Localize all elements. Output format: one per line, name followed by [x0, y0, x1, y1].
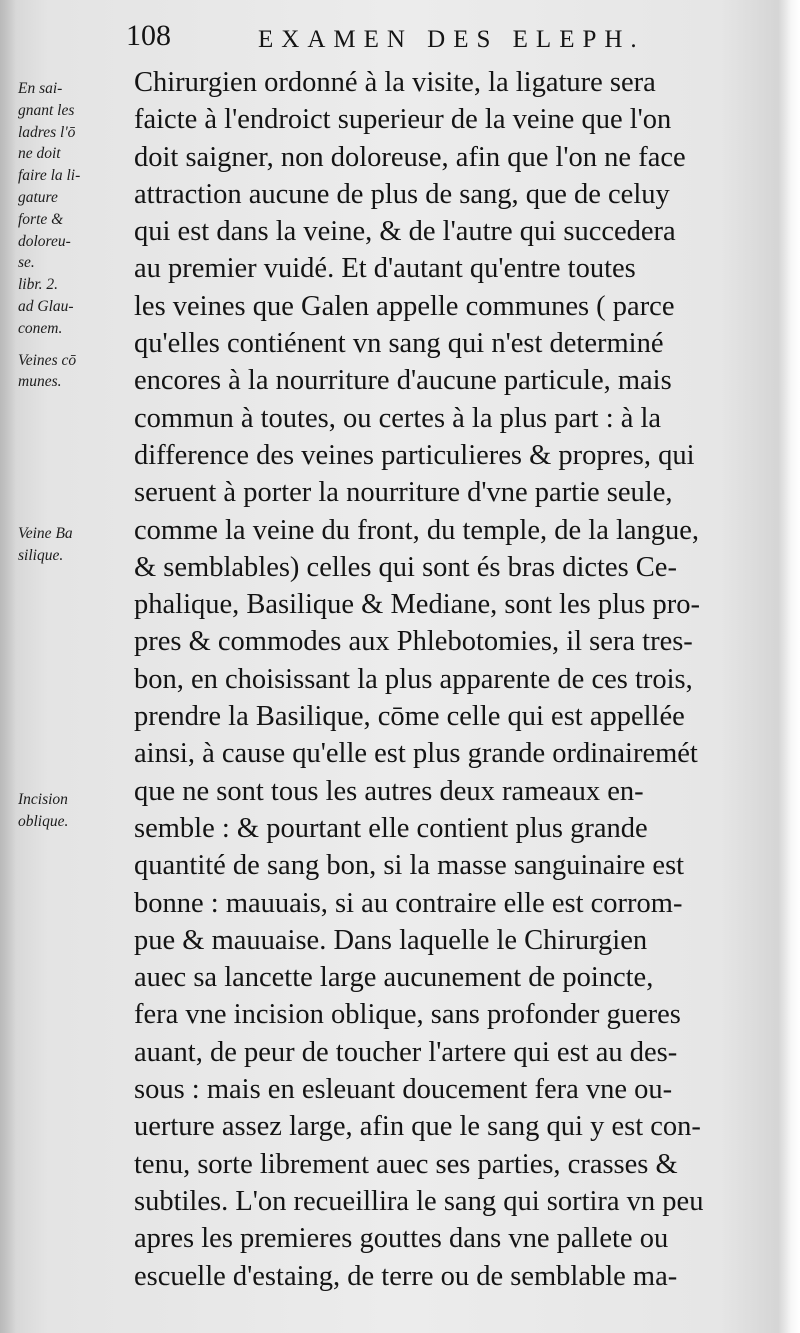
page-number: 108 — [126, 19, 171, 52]
text-line: au premier vuidé. Et d'autant qu'entre toutes — [134, 253, 636, 285]
margin-note-ligature — [18, 78, 130, 274]
margin-note-line: ad Glau- — [18, 297, 74, 315]
text-line: prendre la Basilique, cōme celle qui est appellée — [134, 701, 685, 733]
text-line: ainsi, à cause qu'elle est plus grande ordinairemét — [134, 738, 698, 770]
text-line: apres les premieres gouttes dans vne pallete ou — [134, 1223, 669, 1255]
margin-note-line: munes. — [18, 373, 62, 391]
margin-note-line: doloreu- — [18, 232, 71, 250]
margin-note-line: gnant les — [18, 101, 75, 119]
margin-note-common-veins — [18, 350, 130, 394]
margin-note-basilic-vein — [18, 523, 130, 567]
text-line: bon, en choisissant la plus apparente de ces trois, — [134, 663, 693, 695]
margin-note-line: gature — [18, 188, 58, 206]
body-text — [134, 64, 784, 1295]
text-line: comme la veine du front, du temple, de la langue, — [134, 514, 700, 546]
text-line: difference des veines particulieres & propres, qui — [134, 439, 695, 471]
text-line: encores à la nourriture d'aucune particule, mais — [134, 365, 672, 397]
text-line: escuelle d'estaing, de terre ou de semblable ma- — [134, 1260, 678, 1292]
text-line: seruent à porter la nourriture d'vne partie seule, — [134, 477, 673, 509]
text-line: Chirurgien ordonné à la visite, la ligature sera — [134, 67, 656, 98]
text-line: tenu, sorte librement auec ses parties, crasses & — [134, 1148, 678, 1180]
margin-note-line: conem. — [18, 319, 63, 337]
running-head — [0, 14, 800, 54]
text-line: les veines que Galen appelle communes ( parce — [134, 290, 675, 322]
margin-notes — [18, 78, 130, 832]
text-line: qu'elles contiénent vn sang qui n'est determiné — [134, 328, 664, 360]
page-gutter-shadow — [0, 0, 16, 1333]
margin-note-galen-reference — [18, 274, 130, 339]
margin-note-line: oblique. — [18, 812, 69, 830]
text-line: quantité de sang bon, si la masse sanguinaire est — [134, 850, 685, 882]
margin-note-line: silique. — [18, 546, 64, 564]
text-line: semble : & pourtant elle contient plus grande — [134, 812, 648, 844]
margin-note-line: faire la li- — [18, 167, 81, 185]
margin-note-line: ladres l'ō — [18, 123, 76, 141]
text-line: auant, de peur de toucher l'artere qui est au des- — [134, 1036, 678, 1068]
text-line: attraction aucune de plus de sang, que de celuy — [134, 178, 670, 210]
margin-note-line: Veine Ba — [18, 525, 73, 543]
text-line: phalique, Basilique & Mediane, sont les plus pro- — [134, 589, 700, 621]
margin-note-line: Veines cō — [18, 351, 77, 369]
text-line: doit saigner, non doloreuse, afin que l'on ne face — [134, 141, 686, 173]
text-line: qui est dans la veine, & de l'autre qui succedera — [134, 216, 676, 248]
margin-note-line: Incision — [18, 790, 68, 808]
text-line: pres & commodes aux Phlebotomies, il sera tres- — [134, 626, 693, 658]
text-line: sous : mais en esleuant doucement fera vne ou- — [134, 1074, 673, 1106]
margin-note-oblique-incision — [18, 789, 130, 833]
text-line: fera vne incision oblique, sans profonder gueres — [134, 999, 681, 1031]
running-title: EXAMEN DES ELEPH. — [258, 26, 645, 53]
text-line: uerture assez large, afin que le sang qui y est con- — [134, 1111, 701, 1143]
margin-note-line: libr. 2. — [18, 276, 59, 294]
margin-note-line: se. — [18, 254, 35, 272]
text-line: auec sa lancette large aucunement de poincte, — [134, 962, 654, 994]
text-line: bonne : mauuais, si au contraire elle est corrom- — [134, 887, 683, 919]
text-line: pue & mauuaise. Dans laquelle le Chirurgien — [134, 924, 648, 956]
text-line: subtiles. L'on recueillira le sang qui sortira vn peu — [134, 1185, 704, 1217]
text-line: que ne sont tous les autres deux rameaux en- — [134, 775, 644, 807]
margin-note-line: forte & — [18, 210, 64, 228]
text-line: commun à toutes, ou certes à la plus part : à la — [134, 402, 662, 434]
margin-note-line: En sai- — [18, 80, 63, 97]
text-line: faicte à l'endroict superieur de la veine que l'on — [134, 104, 672, 136]
margin-note-line: ne doit — [18, 145, 61, 163]
text-line: & semblables) celles qui sont és bras dictes Ce- — [134, 551, 677, 583]
